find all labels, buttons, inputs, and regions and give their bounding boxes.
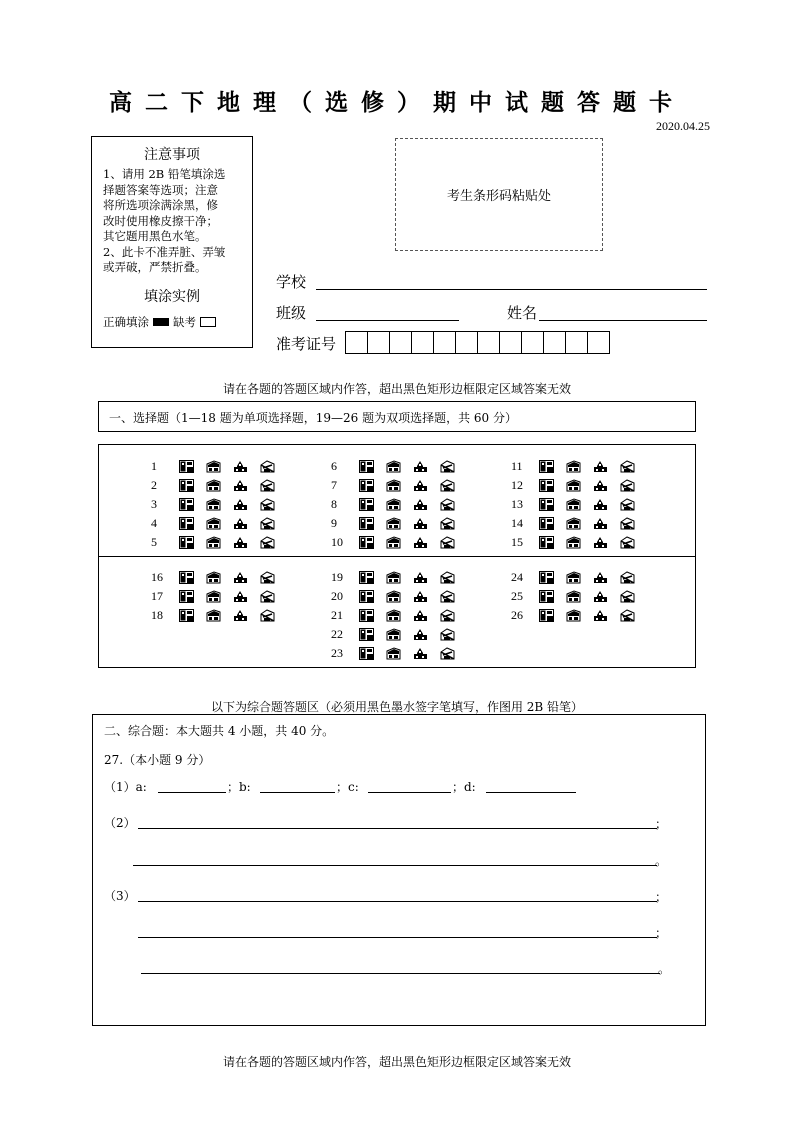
- question-number: 9: [331, 515, 337, 530]
- answer-bubble-a[interactable]: [539, 571, 554, 584]
- exam-id-label: 准考证号: [276, 335, 337, 353]
- id-digit-box[interactable]: [499, 331, 522, 354]
- answer-bubble-b[interactable]: [386, 647, 401, 660]
- answer-bubble-c[interactable]: [593, 460, 608, 473]
- answer-bubble-b[interactable]: [386, 498, 401, 511]
- answer-bubble-b[interactable]: [206, 517, 221, 530]
- mcq-question: [331, 476, 467, 494]
- id-digit-box[interactable]: [477, 331, 500, 354]
- question-number: 26: [511, 607, 523, 622]
- mcq-question: [331, 606, 467, 624]
- part3-line-2[interactable]: [138, 937, 657, 938]
- mcq-question: [151, 457, 287, 475]
- answer-bubble-a[interactable]: [359, 536, 374, 549]
- answer-bubble-c[interactable]: [233, 498, 248, 511]
- question-number: 25: [511, 588, 523, 603]
- answer-bubble-c[interactable]: [233, 479, 248, 492]
- question-number: 6: [331, 458, 337, 473]
- answer-bubble-c[interactable]: [413, 479, 428, 492]
- answer-bubble-a[interactable]: [179, 517, 194, 530]
- mcq-question: [151, 476, 287, 494]
- answer-bubble-d[interactable]: [260, 590, 275, 603]
- period: 。: [655, 854, 668, 868]
- notice-line: 择题答案等选项；注意: [103, 182, 218, 197]
- answer-bubble-b[interactable]: [206, 498, 221, 511]
- mcq-question: [151, 514, 287, 532]
- answer-b-line[interactable]: [260, 792, 335, 793]
- exam-date: 2020.04.25: [656, 119, 710, 133]
- notice-line: 2、此卡不准弄脏、弄皱: [103, 244, 226, 259]
- part3-line-1[interactable]: [138, 901, 657, 902]
- mcq-question: [511, 495, 647, 513]
- answer-bubble-a[interactable]: [179, 609, 194, 622]
- absent-checkbox[interactable]: [200, 317, 216, 327]
- answer-bubble-d[interactable]: [260, 479, 275, 492]
- answer-bubble-b[interactable]: [206, 460, 221, 473]
- mcq-question: [511, 514, 647, 532]
- answer-bubble-a[interactable]: [359, 609, 374, 622]
- answer-bubble-b[interactable]: [386, 609, 401, 622]
- class-label: 班级: [276, 304, 307, 322]
- answer-bubble-c[interactable]: [413, 590, 428, 603]
- id-digit-box[interactable]: [345, 331, 368, 354]
- answer-bubble-d[interactable]: [440, 571, 455, 584]
- answer-bubble-d[interactable]: [620, 571, 635, 584]
- question-number: 17: [151, 588, 163, 603]
- exam-id-boxes[interactable]: [346, 331, 610, 354]
- mcq-question: [331, 644, 467, 662]
- answer-bubble-d[interactable]: [440, 628, 455, 641]
- id-digit-box[interactable]: [367, 331, 390, 354]
- page-title: 高二下地理（选修）期中试题答题卡: [109, 89, 685, 116]
- answer-a-line[interactable]: [158, 792, 226, 793]
- answer-bubble-c[interactable]: [413, 460, 428, 473]
- question-number: 18: [151, 607, 163, 622]
- answer-bubble-d[interactable]: [440, 460, 455, 473]
- semicolon: ；: [655, 926, 668, 940]
- part2-line-1[interactable]: [138, 828, 657, 829]
- footer-warning: 请在各题的答题区域内作答，超出黑色矩形边框限定区域答案无效: [222, 1055, 571, 1069]
- answer-bubble-d[interactable]: [260, 460, 275, 473]
- answer-bubble-b[interactable]: [386, 536, 401, 549]
- mcq-question: [511, 457, 647, 475]
- answer-bubble-b[interactable]: [386, 590, 401, 603]
- answer-bubble-c[interactable]: [593, 498, 608, 511]
- answer-bubble-b[interactable]: [566, 498, 581, 511]
- id-digit-box[interactable]: [521, 331, 544, 354]
- mcq-question: [511, 533, 647, 551]
- answer-bubble-d[interactable]: [440, 498, 455, 511]
- answer-bubble-c[interactable]: [233, 590, 248, 603]
- answer-bubble-b[interactable]: [566, 590, 581, 603]
- class-field[interactable]: [316, 320, 459, 321]
- answer-bubble-d[interactable]: [620, 517, 635, 530]
- part1-b-label: ；b:: [227, 780, 251, 794]
- answer-bubble-d[interactable]: [440, 479, 455, 492]
- part3-line-3[interactable]: [141, 973, 660, 974]
- answer-bubble-d[interactable]: [440, 517, 455, 530]
- answer-bubble-b[interactable]: [206, 536, 221, 549]
- id-digit-box[interactable]: [411, 331, 434, 354]
- fill-example: [92, 314, 252, 330]
- mcq-question: [331, 568, 467, 586]
- answer-bubble-c[interactable]: [413, 517, 428, 530]
- part2-line-2[interactable]: [133, 865, 657, 866]
- question-number: 22: [331, 626, 343, 641]
- answer-bubble-d[interactable]: [620, 479, 635, 492]
- answer-bubble-c[interactable]: [233, 517, 248, 530]
- info-text: 以下为综合题答题区（必须用黑色墨水签字笔填写，作图用 2B 铅笔）: [210, 700, 584, 714]
- answer-bubble-a[interactable]: [539, 460, 554, 473]
- answer-bubble-a[interactable]: [539, 517, 554, 530]
- answer-bubble-b[interactable]: [386, 479, 401, 492]
- part3-label: （3）: [104, 889, 136, 903]
- semicolon: ；: [655, 890, 668, 904]
- answer-bubble-a[interactable]: [179, 536, 194, 549]
- mcq-answer-area: [98, 444, 696, 668]
- mcq-question: [511, 568, 647, 586]
- question-number: 5: [151, 534, 157, 549]
- answer-bubble-b[interactable]: [386, 517, 401, 530]
- question-number: 13: [511, 496, 523, 511]
- answer-bubble-d[interactable]: [620, 590, 635, 603]
- answer-bubble-a[interactable]: [539, 479, 554, 492]
- semicolon: ；: [655, 817, 668, 831]
- answer-bubble-d[interactable]: [440, 647, 455, 660]
- school-field[interactable]: [316, 289, 707, 290]
- name-field[interactable]: [539, 320, 707, 321]
- question-number: 19: [331, 569, 343, 584]
- answer-bubble-a[interactable]: [539, 609, 554, 622]
- barcode-area: [395, 138, 603, 251]
- mcq-question: [151, 606, 287, 624]
- period: 。: [658, 962, 671, 976]
- answer-bubble-b[interactable]: [206, 479, 221, 492]
- question-number: 16: [151, 569, 163, 584]
- answer-bubble-b[interactable]: [566, 517, 581, 530]
- mcq-divider: [99, 556, 695, 557]
- notice-body: [92, 167, 252, 276]
- absent-label: 缺考: [173, 314, 196, 329]
- question-number: 14: [511, 515, 523, 530]
- answer-bubble-c[interactable]: [593, 571, 608, 584]
- question-number: 23: [331, 645, 343, 660]
- question-number: 20: [331, 588, 343, 603]
- id-digit-box[interactable]: [455, 331, 478, 354]
- answer-bubble-b[interactable]: [566, 479, 581, 492]
- section2-area: [92, 714, 706, 1026]
- id-digit-box[interactable]: [433, 331, 456, 354]
- part1-label: （1）a:: [104, 780, 147, 794]
- mcq-question: [331, 625, 467, 643]
- school-label: 学校: [276, 273, 307, 291]
- example-heading: 填涂实例: [144, 288, 200, 305]
- answer-bubble-a[interactable]: [359, 498, 374, 511]
- answer-bubble-b[interactable]: [566, 536, 581, 549]
- question-number: 8: [331, 496, 337, 511]
- answer-bubble-c[interactable]: [413, 498, 428, 511]
- answer-bubble-a[interactable]: [359, 628, 374, 641]
- answer-bubble-b[interactable]: [566, 609, 581, 622]
- answer-bubble-d[interactable]: [260, 517, 275, 530]
- question-number: 15: [511, 534, 523, 549]
- answer-bubble-d[interactable]: [260, 571, 275, 584]
- answer-bubble-c[interactable]: [593, 479, 608, 492]
- answer-bubble-a[interactable]: [179, 498, 194, 511]
- answer-bubble-c[interactable]: [593, 517, 608, 530]
- mcq-question: [331, 495, 467, 513]
- answer-bubble-b[interactable]: [566, 571, 581, 584]
- mcq-question: [151, 533, 287, 551]
- answer-bubble-d[interactable]: [620, 536, 635, 549]
- notice-box: [91, 136, 253, 348]
- answer-bubble-a[interactable]: [359, 571, 374, 584]
- id-digit-box[interactable]: [543, 331, 566, 354]
- answer-bubble-c[interactable]: [233, 460, 248, 473]
- answer-bubble-a[interactable]: [359, 590, 374, 603]
- section1-title: 一、选择题（1—18 题为单项选择题，19—26 题为双项选择题，共 60 分）: [98, 401, 696, 432]
- answer-bubble-c[interactable]: [233, 536, 248, 549]
- answer-bubble-a[interactable]: [179, 571, 194, 584]
- answer-bubble-c[interactable]: [593, 609, 608, 622]
- question-number: 1: [151, 458, 157, 473]
- id-digit-box[interactable]: [389, 331, 412, 354]
- answer-bubble-a[interactable]: [179, 460, 194, 473]
- answer-bubble-c[interactable]: [413, 628, 428, 641]
- answer-bubble-b[interactable]: [386, 460, 401, 473]
- answer-bubble-a[interactable]: [539, 590, 554, 603]
- answer-bubble-c[interactable]: [233, 609, 248, 622]
- answer-bubble-d[interactable]: [620, 460, 635, 473]
- answer-d-line[interactable]: [486, 792, 576, 793]
- question-number: 21: [331, 607, 343, 622]
- mcq-question: [331, 457, 467, 475]
- answer-bubble-b[interactable]: [206, 590, 221, 603]
- question-number: 12: [511, 477, 523, 492]
- answer-bubble-b[interactable]: [566, 460, 581, 473]
- mcq-question: [511, 476, 647, 494]
- mcq-question: [511, 606, 647, 624]
- answer-bubble-c[interactable]: [413, 536, 428, 549]
- question-number: 11: [511, 458, 523, 473]
- question-number: 10: [331, 534, 343, 549]
- part1-d-label: ；d:: [452, 780, 476, 794]
- answer-bubble-c[interactable]: [233, 571, 248, 584]
- answer-bubble-b[interactable]: [206, 571, 221, 584]
- filled-box-icon: [153, 318, 169, 326]
- answer-bubble-d[interactable]: [440, 609, 455, 622]
- name-label: 姓名: [507, 304, 538, 322]
- notice-heading: 注意事项: [144, 147, 200, 163]
- section2-title: 二、综合题：本大题共 4 小题，共 40 分。: [104, 724, 335, 738]
- notice-line: 将所选项涂满涂黑，修: [103, 198, 218, 212]
- correct-fill-label: 正确填涂: [103, 314, 149, 329]
- question-number: 7: [331, 477, 337, 492]
- part2-label: （2）: [104, 816, 136, 830]
- question-number: 2: [151, 477, 157, 492]
- question-27-heading: 27.（本小题 9 分）: [104, 753, 211, 767]
- answer-bubble-c[interactable]: [413, 571, 428, 584]
- barcode-label: 考生条形码粘贴处: [446, 189, 551, 204]
- answer-bubble-a[interactable]: [179, 590, 194, 603]
- answer-bubble-d[interactable]: [620, 609, 635, 622]
- answer-bubble-a[interactable]: [179, 479, 194, 492]
- question-number: 4: [151, 515, 157, 530]
- answer-bubble-d[interactable]: [620, 498, 635, 511]
- warning-text: 请在各题的答题区域内作答，超出黑色矩形边框限定区域答案无效: [222, 382, 571, 396]
- answer-bubble-c[interactable]: [593, 536, 608, 549]
- question-number: 3: [151, 496, 157, 511]
- answer-bubble-c[interactable]: [413, 647, 428, 660]
- answer-bubble-a[interactable]: [359, 647, 374, 660]
- answer-bubble-a[interactable]: [359, 479, 374, 492]
- mcq-question: [331, 587, 467, 605]
- answer-bubble-b[interactable]: [206, 609, 221, 622]
- question-number: 24: [511, 569, 523, 584]
- answer-bubble-a[interactable]: [359, 460, 374, 473]
- answer-bubble-d[interactable]: [440, 590, 455, 603]
- answer-bubble-d[interactable]: [440, 536, 455, 549]
- mcq-question: [511, 587, 647, 605]
- id-digit-box[interactable]: [587, 331, 610, 354]
- answer-bubble-b[interactable]: [386, 628, 401, 641]
- mcq-question: [151, 495, 287, 513]
- mcq-question: [331, 533, 467, 551]
- answer-bubble-c[interactable]: [413, 609, 428, 622]
- id-digit-box[interactable]: [565, 331, 588, 354]
- answer-bubble-a[interactable]: [539, 498, 554, 511]
- answer-bubble-d[interactable]: [260, 536, 275, 549]
- notice-line: 1、请用 2B 铅笔填涂选: [103, 167, 226, 181]
- answer-bubble-d[interactable]: [260, 498, 275, 511]
- answer-bubble-d[interactable]: [260, 609, 275, 622]
- answer-bubble-a[interactable]: [359, 517, 374, 530]
- notice-line: 其它题用黑色水笔。: [103, 229, 207, 243]
- mcq-question: [331, 514, 467, 532]
- answer-bubble-b[interactable]: [386, 571, 401, 584]
- mcq-question: [151, 587, 287, 605]
- part1-c-label: ；c:: [336, 780, 359, 794]
- mcq-question: [151, 568, 287, 586]
- notice-line: 改时使用橡皮擦干净；: [103, 213, 218, 228]
- notice-line: 或弄破，严禁折叠。: [103, 260, 207, 274]
- answer-bubble-c[interactable]: [593, 590, 608, 603]
- answer-c-line[interactable]: [368, 792, 451, 793]
- answer-bubble-a[interactable]: [539, 536, 554, 549]
